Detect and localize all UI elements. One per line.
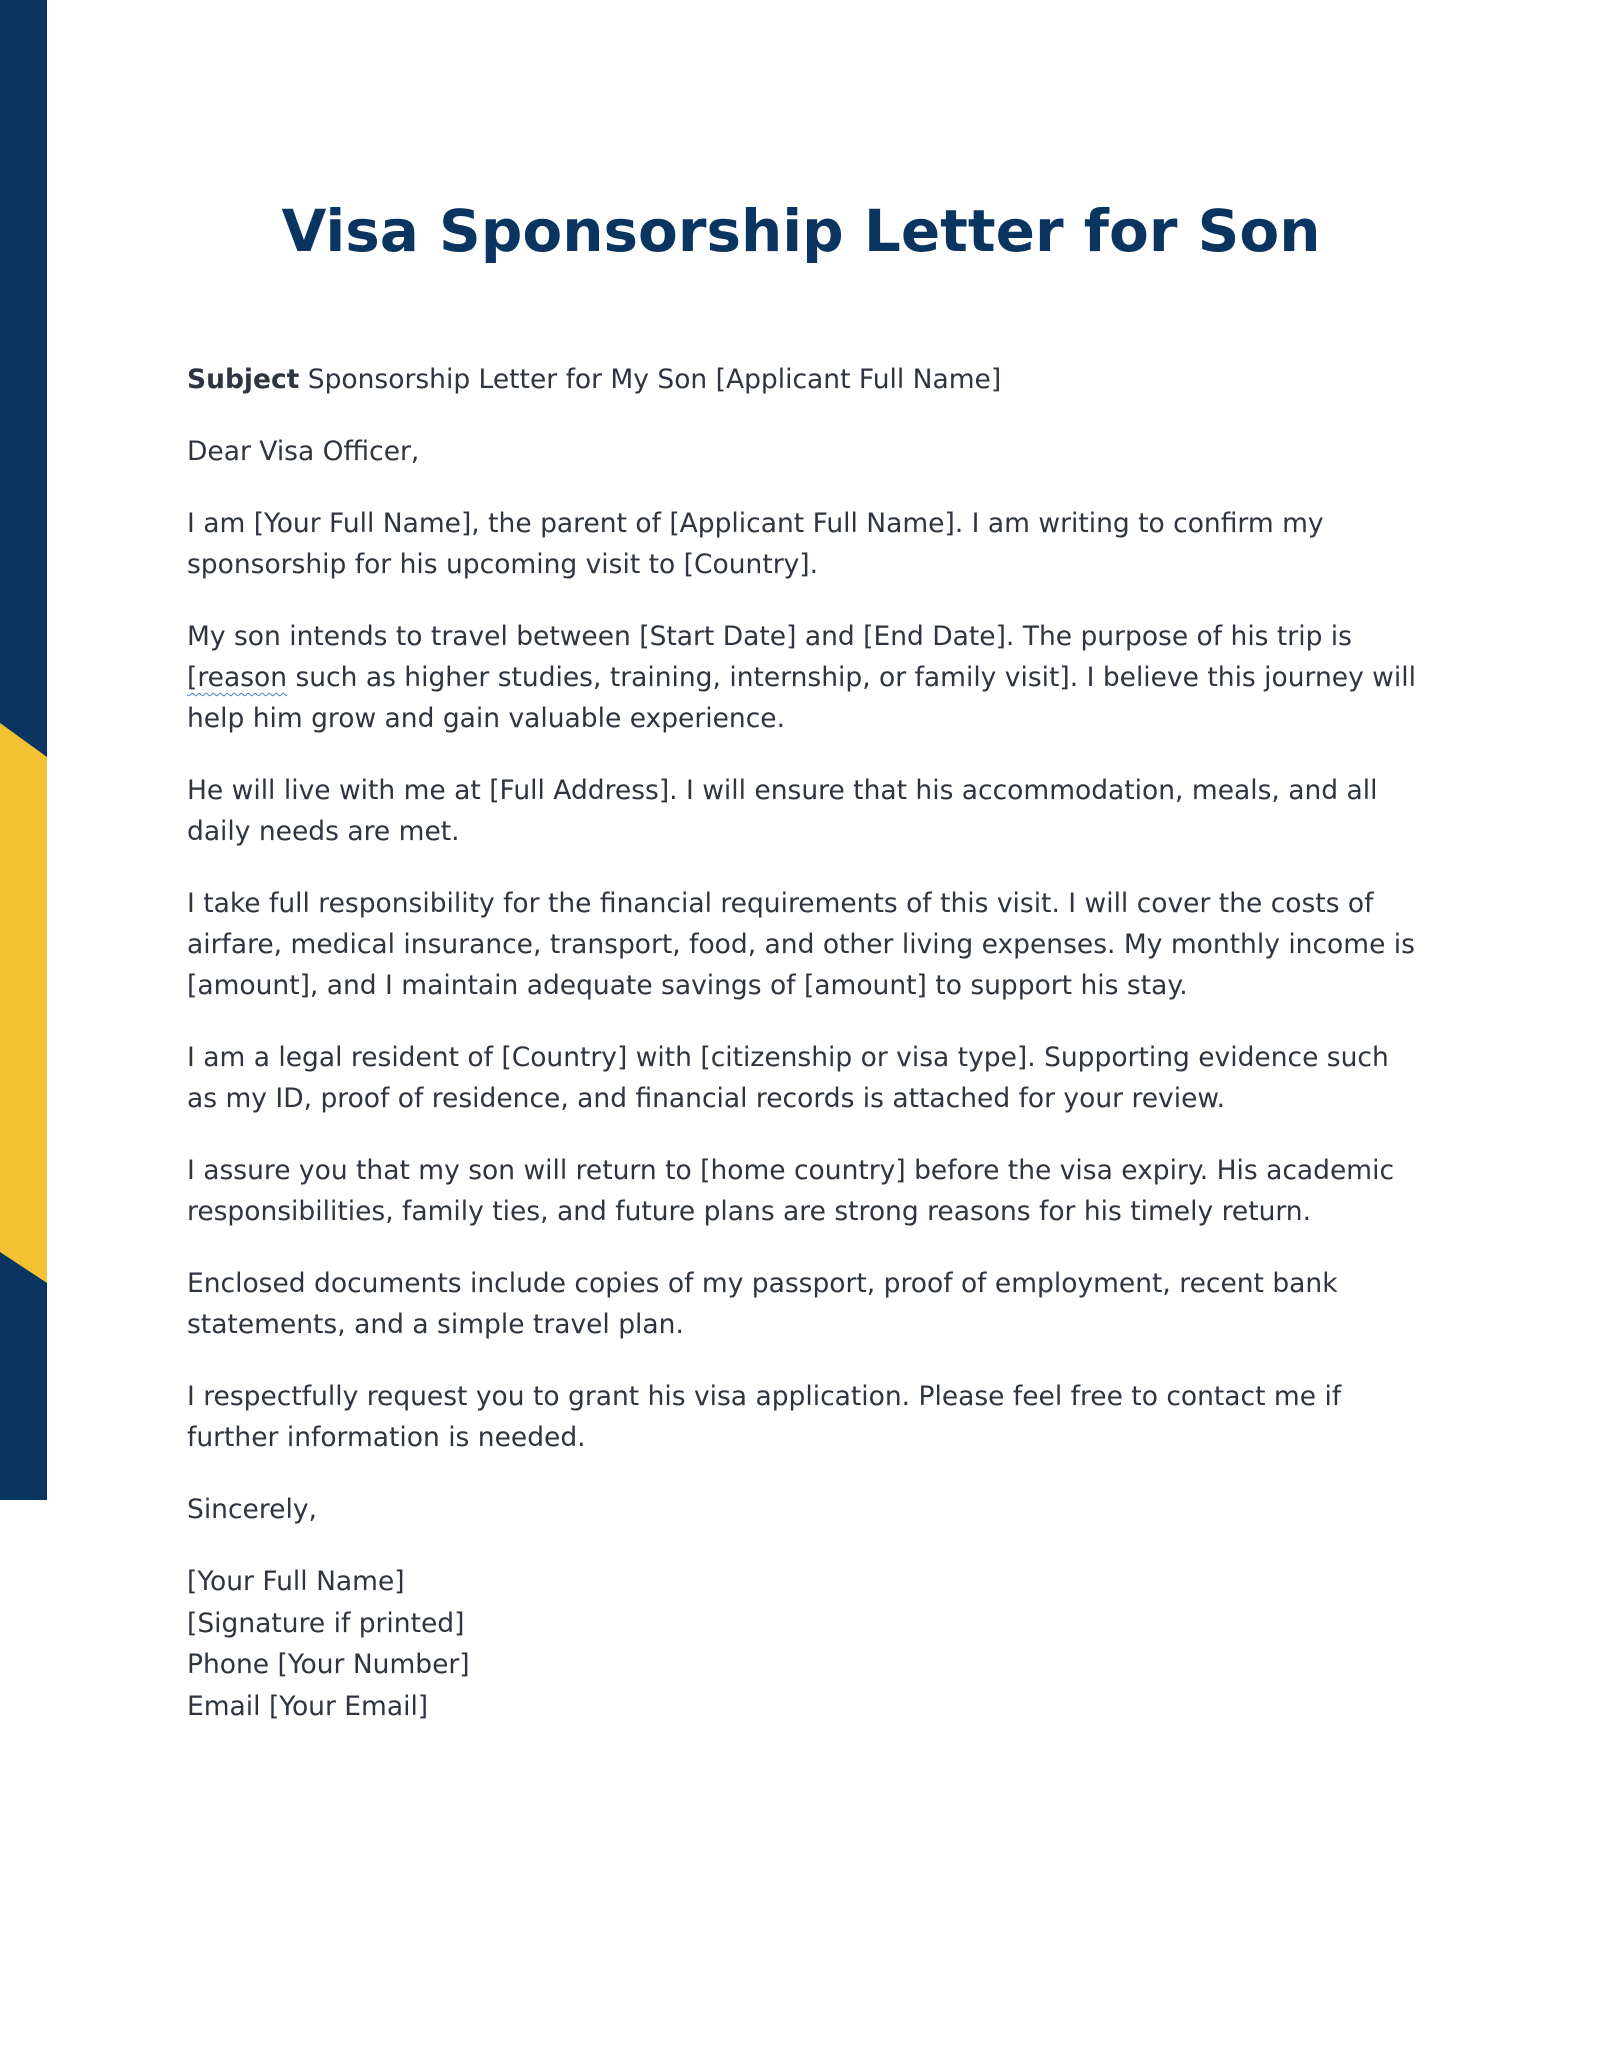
salutation: Dear Visa Officer,: [187, 436, 420, 467]
paragraph-return-assurance: I assure you that my son will return to [home country] before the visa expiry. His academic responsibilities, family ties, and future plans are strong reasons for his timely return.: [187, 1155, 1395, 1227]
paragraph-introduction: I am [Your Full Name], the parent of [Applicant Full Name]. I am writing to confirm my sponsorship for his upcoming visit to [Country].: [187, 508, 1324, 580]
subject-line: [187, 359, 1427, 400]
paragraph-residency: I am a legal resident of [Country] with [citizenship or visa type]. Supporting evidence such as my ID, proof of residence, and financial records is attached for your review.: [187, 1042, 1389, 1114]
paragraph-travel-purpose-rest: such as higher studies, training, internship, or family visit]. I believe this journey will help him grow and gain valuable experience.: [187, 662, 1416, 734]
decorative-side-band: [0, 0, 47, 1500]
letter-body: [187, 195, 1427, 1727]
paragraph-travel-purpose-text: My son intends to travel between [Start Date] and [End Date]. The purpose of his trip is: [187, 621, 1352, 652]
spellcheck-flagged-word[interactable]: [reason: [187, 662, 288, 693]
closing: Sincerely,: [187, 1494, 317, 1525]
signature-email: Email [Your Email]: [187, 1690, 429, 1722]
paragraph-travel-purpose: [187, 616, 1427, 739]
paragraph-accommodation: He will live with me at [Full Address]. I will ensure that his accommodation, meals, and all daily needs are met.: [187, 775, 1378, 847]
signature-block: [187, 1561, 1427, 1727]
side-band-graphic: [0, 0, 47, 1500]
signature-name: [Your Full Name]: [187, 1566, 405, 1597]
subject-text: Sponsorship Letter for My Son [Applicant Full Name]: [299, 364, 1002, 395]
side-band-gold: [0, 723, 47, 1283]
subject-label: Subject: [187, 364, 300, 395]
paragraph-request: I respectfully request you to grant his visa application. Please feel free to contact me if further information is needed.: [187, 1381, 1342, 1453]
signature-phone: Phone [Your Number]: [187, 1649, 470, 1680]
paragraph-financial: I take full responsibility for the financial requirements of this visit. I will cover the costs of airfare, medical insurance, transport, food, and other living expenses. My monthly income is [amount], and I maintain adequate savings of [amount] to support his stay.: [187, 888, 1415, 1001]
letter-title: Visa Sponsorship Letter for Son: [281, 197, 1321, 265]
paragraph-enclosures: Enclosed documents include copies of my passport, proof of employment, recent bank statements, and a simple travel plan.: [187, 1268, 1338, 1340]
signature-placeholder: [Signature if printed]: [187, 1607, 465, 1639]
